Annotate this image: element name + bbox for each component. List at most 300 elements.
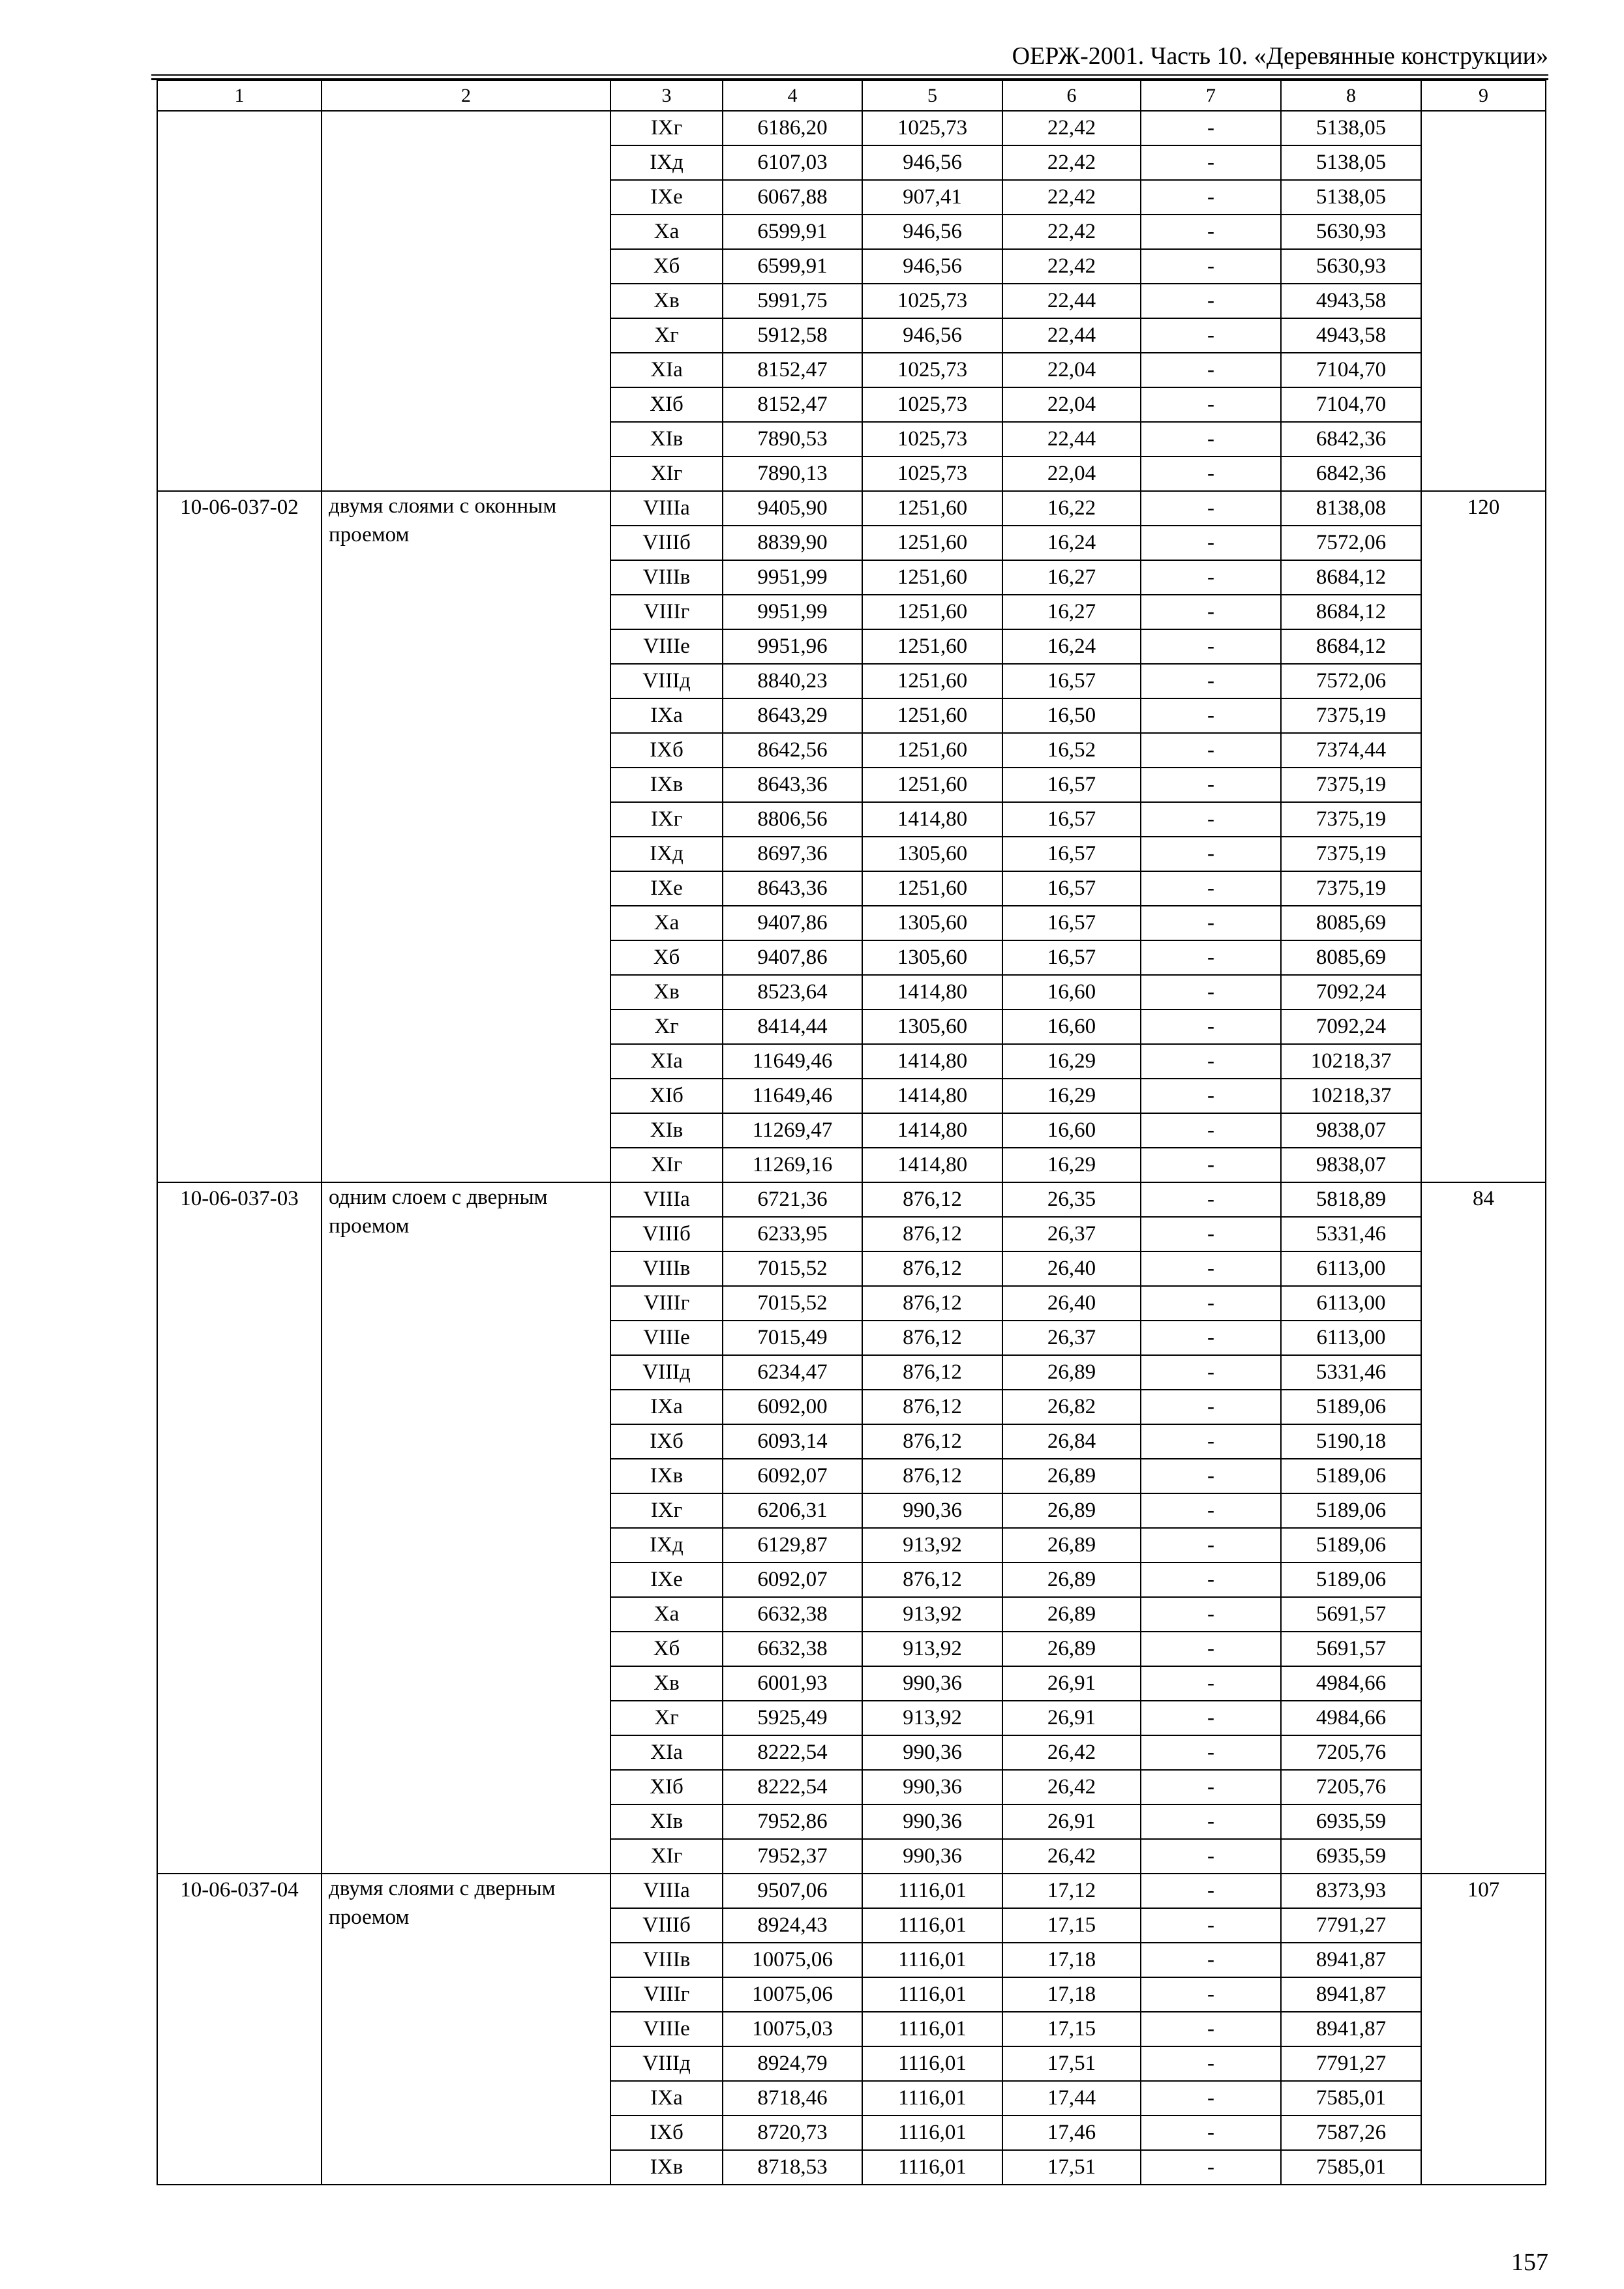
labor-cost-cell [1421,111,1546,491]
materials-cost-cell: 9838,07 [1281,1148,1421,1182]
driver-wages-cell: - [1141,1563,1281,1597]
total-cost-cell: 9405,90 [723,491,862,526]
total-cost-cell: 6092,00 [723,1390,862,1424]
category-cell: XIв [610,1113,723,1148]
category-cell: VIIIд [610,664,723,698]
wages-cell: 1414,80 [862,802,1002,837]
wages-cell: 1116,01 [862,2116,1002,2150]
category-cell: IXв [610,1459,723,1493]
machine-cost-cell: 22,42 [1002,249,1141,284]
driver-wages-cell: - [1141,1148,1281,1182]
materials-cost-cell: 6935,59 [1281,1804,1421,1839]
wages-cell: 946,56 [862,318,1002,353]
materials-cost-cell: 7092,24 [1281,1010,1421,1044]
total-cost-cell: 8924,43 [723,1908,862,1943]
driver-wages-cell: - [1141,1010,1281,1044]
materials-cost-cell: 5630,93 [1281,249,1421,284]
wages-cell: 1414,80 [862,975,1002,1010]
wages-cell: 1025,73 [862,456,1002,491]
total-cost-cell: 8414,44 [723,1010,862,1044]
total-cost-cell: 10075,03 [723,2012,862,2046]
wages-cell: 913,92 [862,1632,1002,1666]
wages-cell: 1251,60 [862,595,1002,629]
driver-wages-cell: - [1141,733,1281,768]
machine-cost-cell: 16,27 [1002,560,1141,595]
materials-cost-cell: 7104,70 [1281,353,1421,387]
category-cell: Xа [610,906,723,940]
driver-wages-cell: - [1141,1355,1281,1390]
machine-cost-cell: 17,46 [1002,2116,1141,2150]
category-cell: VIIIг [610,1286,723,1321]
materials-cost-cell: 7375,19 [1281,698,1421,733]
total-cost-cell: 8718,53 [723,2150,862,2185]
machine-cost-cell: 17,44 [1002,2081,1141,2116]
machine-cost-cell: 22,04 [1002,456,1141,491]
total-cost-cell: 9507,06 [723,1874,862,1908]
category-cell: VIIIе [610,1321,723,1355]
total-cost-cell: 6599,91 [723,249,862,284]
wages-cell: 1251,60 [862,871,1002,906]
total-cost-cell: 5912,58 [723,318,862,353]
machine-cost-cell: 16,57 [1002,664,1141,698]
materials-cost-cell: 7585,01 [1281,2150,1421,2185]
wages-cell: 1251,60 [862,526,1002,560]
machine-cost-cell: 17,51 [1002,2046,1141,2081]
wages-cell: 876,12 [862,1321,1002,1355]
total-cost-cell: 8697,36 [723,837,862,871]
driver-wages-cell: - [1141,768,1281,802]
driver-wages-cell: - [1141,1735,1281,1770]
category-cell: IXе [610,180,723,215]
category-cell: VIIIб [610,1908,723,1943]
materials-cost-cell: 7092,24 [1281,975,1421,1010]
total-cost-cell: 6233,95 [723,1217,862,1251]
machine-cost-cell: 26,89 [1002,1493,1141,1528]
wages-cell: 876,12 [862,1390,1002,1424]
materials-cost-cell: 5138,05 [1281,145,1421,180]
materials-cost-cell: 7791,27 [1281,2046,1421,2081]
materials-cost-cell: 7375,19 [1281,871,1421,906]
category-cell: Xа [610,1597,723,1632]
machine-cost-cell: 17,15 [1002,1908,1141,1943]
total-cost-cell: 8642,56 [723,733,862,768]
materials-cost-cell: 8085,69 [1281,940,1421,975]
driver-wages-cell: - [1141,1597,1281,1632]
machine-cost-cell: 22,42 [1002,145,1141,180]
total-cost-cell: 8840,23 [723,664,862,698]
rate-code: 10-06-037-02 [157,491,322,1182]
wages-cell: 876,12 [862,1286,1002,1321]
category-cell: Xв [610,284,723,318]
machine-cost-cell: 26,91 [1002,1804,1141,1839]
total-cost-cell: 6186,20 [723,111,862,145]
rate-code: 10-06-037-04 [157,1874,322,2185]
driver-wages-cell: - [1141,1251,1281,1286]
total-cost-cell: 8152,47 [723,387,862,422]
driver-wages-cell: - [1141,491,1281,526]
materials-cost-cell: 7572,06 [1281,526,1421,560]
machine-cost-cell: 16,60 [1002,1010,1141,1044]
category-cell: Xг [610,318,723,353]
machine-cost-cell: 22,44 [1002,284,1141,318]
machine-cost-cell: 16,52 [1002,733,1141,768]
materials-cost-cell: 7375,19 [1281,802,1421,837]
driver-wages-cell: - [1141,1286,1281,1321]
column-header: 9 [1421,80,1546,111]
column-header: 4 [723,80,862,111]
category-cell: XIб [610,1079,723,1113]
driver-wages-cell: - [1141,1770,1281,1804]
driver-wages-cell: - [1141,145,1281,180]
category-cell: VIIIа [610,491,723,526]
driver-wages-cell: - [1141,284,1281,318]
wages-cell: 946,56 [862,249,1002,284]
table-row [157,491,1546,526]
rate-code [157,111,322,491]
category-cell: VIIIб [610,1217,723,1251]
category-cell: IXд [610,837,723,871]
driver-wages-cell: - [1141,526,1281,560]
driver-wages-cell: - [1141,1079,1281,1113]
category-cell: XIа [610,1735,723,1770]
materials-cost-cell: 5138,05 [1281,180,1421,215]
driver-wages-cell: - [1141,906,1281,940]
category-cell: VIIIг [610,1977,723,2012]
wages-cell: 990,36 [862,1666,1002,1701]
materials-cost-cell: 8941,87 [1281,2012,1421,2046]
total-cost-cell: 8152,47 [723,353,862,387]
category-cell: VIIIе [610,2012,723,2046]
machine-cost-cell: 16,57 [1002,768,1141,802]
wages-cell: 990,36 [862,1804,1002,1839]
total-cost-cell: 5925,49 [723,1701,862,1735]
materials-cost-cell: 8085,69 [1281,906,1421,940]
column-header: 3 [610,80,723,111]
total-cost-cell: 8720,73 [723,2116,862,2150]
materials-cost-cell: 5189,06 [1281,1563,1421,1597]
wages-cell: 1116,01 [862,1943,1002,1977]
category-cell: IXд [610,145,723,180]
category-cell: XIв [610,1804,723,1839]
machine-cost-cell: 17,12 [1002,1874,1141,1908]
materials-cost-cell: 8684,12 [1281,560,1421,595]
total-cost-cell: 7952,86 [723,1804,862,1839]
materials-cost-cell: 5190,18 [1281,1424,1421,1459]
wages-cell: 876,12 [862,1424,1002,1459]
category-cell: Xг [610,1701,723,1735]
machine-cost-cell: 16,57 [1002,871,1141,906]
driver-wages-cell: - [1141,1459,1281,1493]
wages-cell: 1414,80 [862,1044,1002,1079]
category-cell: IXа [610,698,723,733]
driver-wages-cell: - [1141,353,1281,387]
driver-wages-cell: - [1141,1943,1281,1977]
category-cell: IXг [610,1493,723,1528]
category-cell: VIIIе [610,629,723,664]
category-cell: VIIIв [610,1943,723,1977]
materials-cost-cell: 5691,57 [1281,1632,1421,1666]
wages-cell: 1251,60 [862,768,1002,802]
total-cost-cell: 7952,37 [723,1839,862,1874]
machine-cost-cell: 26,89 [1002,1597,1141,1632]
driver-wages-cell: - [1141,1044,1281,1079]
wages-cell: 946,56 [862,215,1002,249]
machine-cost-cell: 16,57 [1002,906,1141,940]
materials-cost-cell: 7104,70 [1281,387,1421,422]
driver-wages-cell: - [1141,1493,1281,1528]
page-number: 157 [1511,2249,1548,2276]
total-cost-cell: 6206,31 [723,1493,862,1528]
wages-cell: 1414,80 [862,1148,1002,1182]
machine-cost-cell: 22,44 [1002,318,1141,353]
category-cell: XIг [610,1839,723,1874]
total-cost-cell: 11649,46 [723,1044,862,1079]
materials-cost-cell: 6842,36 [1281,422,1421,456]
machine-cost-cell: 26,84 [1002,1424,1141,1459]
materials-cost-cell: 7205,76 [1281,1735,1421,1770]
driver-wages-cell: - [1141,1632,1281,1666]
category-cell: Xв [610,1666,723,1701]
driver-wages-cell: - [1141,1390,1281,1424]
driver-wages-cell: - [1141,318,1281,353]
category-cell: IXв [610,2150,723,2185]
column-header: 6 [1002,80,1141,111]
wages-cell: 913,92 [862,1528,1002,1563]
materials-cost-cell: 9838,07 [1281,1113,1421,1148]
category-cell: VIIIд [610,1355,723,1390]
total-cost-cell: 11649,46 [723,1079,862,1113]
machine-cost-cell: 22,42 [1002,180,1141,215]
rates-table [157,80,1546,2185]
category-cell: VIIIа [610,1182,723,1217]
total-cost-cell: 6093,14 [723,1424,862,1459]
materials-cost-cell: 5189,06 [1281,1459,1421,1493]
category-cell: Xг [610,1010,723,1044]
wages-cell: 990,36 [862,1839,1002,1874]
driver-wages-cell: - [1141,2012,1281,2046]
materials-cost-cell: 4943,58 [1281,284,1421,318]
category-cell: IXд [610,1528,723,1563]
category-cell: XIб [610,387,723,422]
materials-cost-cell: 6113,00 [1281,1251,1421,1286]
column-header: 8 [1281,80,1421,111]
total-cost-cell: 11269,16 [723,1148,862,1182]
wages-cell: 1251,60 [862,733,1002,768]
total-cost-cell: 6067,88 [723,180,862,215]
wages-cell: 990,36 [862,1493,1002,1528]
total-cost-cell: 6632,38 [723,1632,862,1666]
wages-cell: 1414,80 [862,1113,1002,1148]
machine-cost-cell: 17,51 [1002,2150,1141,2185]
materials-cost-cell: 5818,89 [1281,1182,1421,1217]
total-cost-cell: 9951,96 [723,629,862,664]
materials-cost-cell: 8684,12 [1281,595,1421,629]
driver-wages-cell: - [1141,2046,1281,2081]
materials-cost-cell: 8684,12 [1281,629,1421,664]
wages-cell: 1305,60 [862,906,1002,940]
column-header: 7 [1141,80,1281,111]
materials-cost-cell: 6935,59 [1281,1839,1421,1874]
work-description: одним слоем с дверным проемом [322,1182,610,1874]
materials-cost-cell: 8941,87 [1281,1977,1421,2012]
driver-wages-cell: - [1141,422,1281,456]
driver-wages-cell: - [1141,1424,1281,1459]
materials-cost-cell: 5691,57 [1281,1597,1421,1632]
materials-cost-cell: 5189,06 [1281,1493,1421,1528]
driver-wages-cell: - [1141,1804,1281,1839]
wages-cell: 1305,60 [862,940,1002,975]
category-cell: VIIIв [610,560,723,595]
category-cell: IXе [610,871,723,906]
wages-cell: 990,36 [862,1735,1002,1770]
total-cost-cell: 6001,93 [723,1666,862,1701]
total-cost-cell: 6107,03 [723,145,862,180]
wages-cell: 1025,73 [862,387,1002,422]
wages-cell: 907,41 [862,180,1002,215]
total-cost-cell: 8523,64 [723,975,862,1010]
driver-wages-cell: - [1141,2081,1281,2116]
driver-wages-cell: - [1141,456,1281,491]
materials-cost-cell: 8373,93 [1281,1874,1421,1908]
wages-cell: 913,92 [862,1597,1002,1632]
total-cost-cell: 8222,54 [723,1770,862,1804]
machine-cost-cell: 16,57 [1002,802,1141,837]
machine-cost-cell: 26,42 [1002,1770,1141,1804]
materials-cost-cell: 4984,66 [1281,1666,1421,1701]
category-cell: VIIIа [610,1874,723,1908]
driver-wages-cell: - [1141,1666,1281,1701]
category-cell: IXб [610,1424,723,1459]
rate-code: 10-06-037-03 [157,1182,322,1874]
driver-wages-cell: - [1141,1217,1281,1251]
machine-cost-cell: 22,04 [1002,353,1141,387]
category-cell: IXе [610,1563,723,1597]
total-cost-cell: 5991,75 [723,284,862,318]
wages-cell: 876,12 [862,1459,1002,1493]
wages-cell: 1305,60 [862,837,1002,871]
materials-cost-cell: 10218,37 [1281,1079,1421,1113]
machine-cost-cell: 26,82 [1002,1390,1141,1424]
driver-wages-cell: - [1141,1321,1281,1355]
machine-cost-cell: 26,42 [1002,1839,1141,1874]
machine-cost-cell: 26,40 [1002,1251,1141,1286]
total-cost-cell: 7015,52 [723,1286,862,1321]
machine-cost-cell: 22,04 [1002,387,1141,422]
labor-cost-cell: 120 [1421,491,1546,1182]
driver-wages-cell: - [1141,1113,1281,1148]
driver-wages-cell: - [1141,664,1281,698]
total-cost-cell: 7890,13 [723,456,862,491]
materials-cost-cell: 5331,46 [1281,1355,1421,1390]
total-cost-cell: 6129,87 [723,1528,862,1563]
work-description: двумя слоями с дверным проемом [322,1874,610,2185]
category-cell: VIIIг [610,595,723,629]
total-cost-cell: 8806,56 [723,802,862,837]
wages-cell: 1116,01 [862,2012,1002,2046]
category-cell: IXб [610,2116,723,2150]
work-description: двумя слоями с оконным проемом [322,491,610,1182]
wages-cell: 1025,73 [862,111,1002,145]
machine-cost-cell: 26,42 [1002,1735,1141,1770]
materials-cost-cell: 7585,01 [1281,2081,1421,2116]
driver-wages-cell: - [1141,249,1281,284]
machine-cost-cell: 17,18 [1002,1977,1141,2012]
wages-cell: 1414,80 [862,1079,1002,1113]
category-cell: XIб [610,1770,723,1804]
materials-cost-cell: 4943,58 [1281,318,1421,353]
materials-cost-cell: 5189,06 [1281,1390,1421,1424]
driver-wages-cell: - [1141,1528,1281,1563]
machine-cost-cell: 16,27 [1002,595,1141,629]
machine-cost-cell: 17,18 [1002,1943,1141,1977]
wages-cell: 1251,60 [862,698,1002,733]
total-cost-cell: 8924,79 [723,2046,862,2081]
driver-wages-cell: - [1141,387,1281,422]
driver-wages-cell: - [1141,940,1281,975]
driver-wages-cell: - [1141,975,1281,1010]
machine-cost-cell: 26,37 [1002,1321,1141,1355]
materials-cost-cell: 7572,06 [1281,664,1421,698]
wages-cell: 876,12 [862,1251,1002,1286]
column-number-row [157,80,1546,111]
materials-cost-cell: 7375,19 [1281,768,1421,802]
wages-cell: 990,36 [862,1770,1002,1804]
table-body [157,111,1546,2185]
machine-cost-cell: 16,57 [1002,940,1141,975]
machine-cost-cell: 16,24 [1002,526,1141,560]
total-cost-cell: 8222,54 [723,1735,862,1770]
total-cost-cell: 8643,29 [723,698,862,733]
driver-wages-cell: - [1141,1182,1281,1217]
driver-wages-cell: - [1141,2116,1281,2150]
driver-wages-cell: - [1141,1874,1281,1908]
category-cell: Xб [610,940,723,975]
table-row [157,1874,1546,1908]
wages-cell: 1025,73 [862,284,1002,318]
total-cost-cell: 9951,99 [723,595,862,629]
machine-cost-cell: 26,89 [1002,1528,1141,1563]
wages-cell: 1116,01 [862,2081,1002,2116]
machine-cost-cell: 16,57 [1002,837,1141,871]
materials-cost-cell: 5189,06 [1281,1528,1421,1563]
machine-cost-cell: 26,35 [1002,1182,1141,1217]
materials-cost-cell: 7374,44 [1281,733,1421,768]
labor-cost-cell: 84 [1421,1182,1546,1874]
category-cell: IXа [610,2081,723,2116]
driver-wages-cell: - [1141,111,1281,145]
total-cost-cell: 6721,36 [723,1182,862,1217]
machine-cost-cell: 26,91 [1002,1701,1141,1735]
machine-cost-cell: 16,24 [1002,629,1141,664]
machine-cost-cell: 16,22 [1002,491,1141,526]
machine-cost-cell: 26,89 [1002,1563,1141,1597]
wages-cell: 1251,60 [862,664,1002,698]
category-cell: VIIIд [610,2046,723,2081]
driver-wages-cell: - [1141,837,1281,871]
wages-cell: 1116,01 [862,1908,1002,1943]
wages-cell: 876,12 [862,1563,1002,1597]
total-cost-cell: 9407,86 [723,940,862,975]
driver-wages-cell: - [1141,802,1281,837]
total-cost-cell: 9407,86 [723,906,862,940]
total-cost-cell: 6599,91 [723,215,862,249]
category-cell: XIа [610,353,723,387]
driver-wages-cell: - [1141,180,1281,215]
driver-wages-cell: - [1141,629,1281,664]
materials-cost-cell: 7375,19 [1281,837,1421,871]
materials-cost-cell: 5331,46 [1281,1217,1421,1251]
machine-cost-cell: 16,60 [1002,1113,1141,1148]
